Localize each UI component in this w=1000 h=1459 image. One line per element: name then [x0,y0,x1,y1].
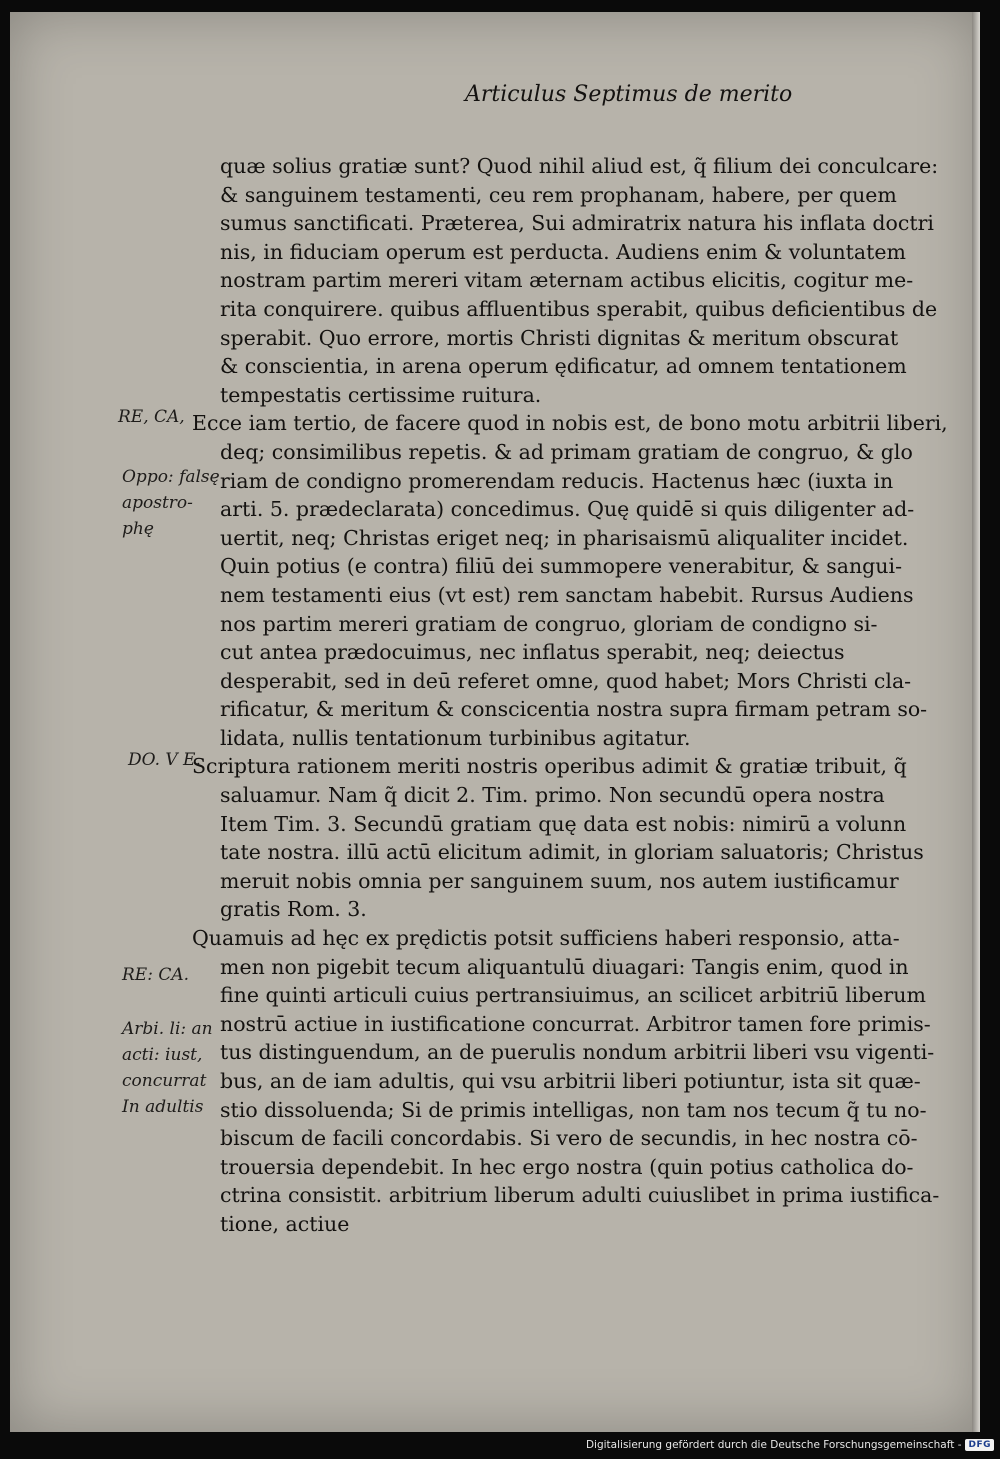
marginal-note-re-ca: RE, CA, [118,407,185,427]
text-line: Item Tim. 3. Secundū gratiam quę data est nobis: nimirū a volunn [220,811,907,836]
text-line: meruit nobis omnia per sanguinem suum, nos autem iustificamur [220,868,899,893]
digitization-footer [586,1436,994,1454]
text-line: men non pigebit tecum aliquantulū diuagari: Tangis enim, quod in [220,954,909,979]
text-line: lidata, nullis tentationum turbinibus agitatur. [220,725,691,750]
text-line: Scriptura rationem meriti nostris operibus adimit & gratiæ tribuit, q̃ [192,754,907,779]
marginal-note-oppo: Oppo: falsę apostro- phę [122,467,220,539]
footer-credit: Digitalisierung gefördert durch die Deutsche Forschungsgemeinschaft - [585,1439,962,1451]
text-line: fine quinti articuli cuius pertransiuimus, an scilicet arbitriū liberum [220,983,926,1008]
document-page [10,12,980,1432]
text-line: gratis Rom. 3. [220,897,367,922]
text-line: rita conquirere. quibus affluentibus sperabit, quibus deficientibus de [220,296,938,321]
page-edge [972,12,980,1432]
text-line: Quin potius (e contra) filiū dei summopere venerabitur, & sangui- [220,554,902,579]
text-line: nos partim mereri gratiam de congruo, gloriam de condigno si- [220,611,878,636]
text-line: nostram partim mereri vitam æternam actibus elicitis, cogitur me- [220,268,914,293]
text-line: deq; consimilibus repetis. & ad primam gratiam de congruo, & glo [220,439,913,464]
text-line: Quamuis ad hęc ex prędictis potsit sufficiens haberi responsio, atta- [192,926,900,951]
text-line: riam de condigno promerendam reducis. Hactenus hæc (iuxta in [220,468,894,493]
text-line: bus, an de iam adultis, qui vsu arbitrii liberi potiuntur, ista sit quæ- [220,1069,921,1093]
text-line: & conscientia, in arena operum ędificatur, ad omnem tentationem [220,354,907,379]
text-line: desperabit, sed in deū referet omne, quod habet; Mors Christi cla- [220,668,912,693]
marginal-note-do-ve: DO. V E. [128,750,201,770]
text-line: sumus sanctificati. Præterea, Sui admiratrix natura his inflata doctri [220,211,934,236]
text-line: cut antea prædocuimus, nec inflatus sperabit, neq; deiectus [220,640,845,665]
text-line: saluamur. Nam q̃ dicit 2. Tim. primo. Non secundū opera nostra [220,783,885,808]
body-text [192,152,972,1239]
text-line: tate nostra. illū actū elicitum adimit, in gloriam saluatoris; Christus [220,840,924,865]
text-line: quæ solius gratiæ sunt? Quod nihil aliud est, q̃ filium dei conculcare: [220,154,939,178]
text-line: tione, actiue [220,1211,350,1236]
running-head: Articulus Septimus de merito [465,82,793,107]
text-line: uertit, neq; Christas eriget neq; in pharisaismū aliqualiter incidet. [220,525,909,550]
dfg-logo: DFG [965,1439,994,1451]
text-line: nis, in fiduciam operum est perducta. Audiens enim & voluntatem [220,239,906,264]
text-line: rificatur, & meritum & conscicentia nostra supra firmam petram so- [220,697,928,722]
text-line: nostrū actiue in iustificatione concurrat. Arbitror tamen fore primis- [220,1011,931,1036]
text-line: biscum de facili concordabis. Si vero de secundis, in hec nostra cō- [220,1126,918,1151]
text-line: stio dissoluenda; Si de primis intelligas, non tam nos tecum q̃ tu no- [220,1097,927,1122]
text-line: tempestatis certissime ruitura. [220,382,542,407]
text-line: ctrina consistit. arbitrium liberum adulti cuiuslibet in prima iustifica- [220,1183,940,1208]
text-line: Ecce iam tertio, de facere quod in nobis est, de bono motu arbitrii liberi, [192,411,948,436]
marginal-note-arbili: Arbi. li: an acti: iust, concurrat In adultis [122,1019,213,1117]
text-line: nem testamenti eius (vt est) rem sanctam habebit. Rursus Audiens [220,582,914,607]
marginal-note-re-ca-2: RE: CA. [122,965,190,985]
text-line: tus distinguendum, an de puerulis nondum arbitrii liberi vsu vigenti- [220,1040,935,1065]
text-line: arti. 5. prædeclarata) concedimus. Quę quidē si quis diligenter ad- [220,497,915,522]
text-line: sperabit. Quo errore, mortis Christi dignitas & meritum obscurat [220,325,899,350]
text-line: & sanguinem testamenti, ceu rem prophanam, habere, per quem [220,182,897,207]
text-line: trouersia dependebit. In hec ergo nostra (quin potius catholica do- [220,1154,914,1179]
